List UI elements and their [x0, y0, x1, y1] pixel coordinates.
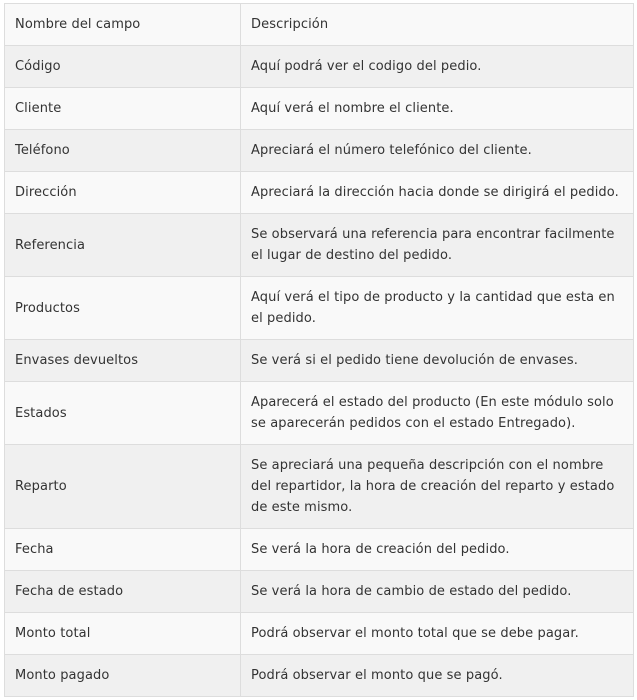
field-name-cell: Código: [5, 46, 241, 88]
field-name-cell: Dirección: [5, 172, 241, 214]
table-row: [5, 613, 634, 655]
field-name-cell: Fecha: [5, 529, 241, 571]
field-name-cell: Monto pagado: [5, 655, 241, 697]
field-name-cell: Cliente: [5, 88, 241, 130]
table-row: [5, 214, 634, 277]
field-name-cell: Envases devueltos: [5, 340, 241, 382]
table-row: [5, 445, 634, 529]
description-cell: Se verá la hora de cambio de estado del pedido.: [241, 571, 634, 613]
field-name-cell: Monto total: [5, 613, 241, 655]
table-row: [5, 571, 634, 613]
field-name-cell: Referencia: [5, 214, 241, 277]
description-cell: Se verá la hora de creación del pedido.: [241, 529, 634, 571]
description-cell: Aquí podrá ver el codigo del pedio.: [241, 46, 634, 88]
table-row: [5, 88, 634, 130]
table-row: [5, 529, 634, 571]
field-name-cell: Fecha de estado: [5, 571, 241, 613]
description-cell: Aparecerá el estado del producto (En este módulo solo se aparecerán pedidos con el estado Entregado).: [241, 382, 634, 445]
description-cell: Podrá observar el monto que se pagó.: [241, 655, 634, 697]
table-row: [5, 655, 634, 697]
table-row: [5, 277, 634, 340]
description-cell: Apreciará el número telefónico del cliente.: [241, 130, 634, 172]
description-cell: Aquí verá el nombre el cliente.: [241, 88, 634, 130]
table-row: [5, 46, 634, 88]
fields-table: [4, 3, 634, 697]
description-cell: Se observará una referencia para encontrar facilmente el lugar de destino del pedido.: [241, 214, 634, 277]
table-row: [5, 340, 634, 382]
description-cell: Se apreciará una pequeña descripción con el nombre del repartidor, la hora de creación del reparto y estado de este mismo.: [241, 445, 634, 529]
table-header-row: [5, 4, 634, 46]
description-cell: Aquí verá el tipo de producto y la cantidad que esta en el pedido.: [241, 277, 634, 340]
header-field-name: Nombre del campo: [5, 4, 241, 46]
field-name-cell: Productos: [5, 277, 241, 340]
table-row: [5, 172, 634, 214]
table-row: [5, 130, 634, 172]
field-name-cell: Reparto: [5, 445, 241, 529]
table-row: [5, 382, 634, 445]
description-cell: Se verá si el pedido tiene devolución de envases.: [241, 340, 634, 382]
field-name-cell: Estados: [5, 382, 241, 445]
fields-table-container: [4, 3, 633, 697]
description-cell: Podrá observar el monto total que se debe pagar.: [241, 613, 634, 655]
header-description: Descripción: [241, 4, 634, 46]
description-cell: Apreciará la dirección hacia donde se dirigirá el pedido.: [241, 172, 634, 214]
field-name-cell: Teléfono: [5, 130, 241, 172]
